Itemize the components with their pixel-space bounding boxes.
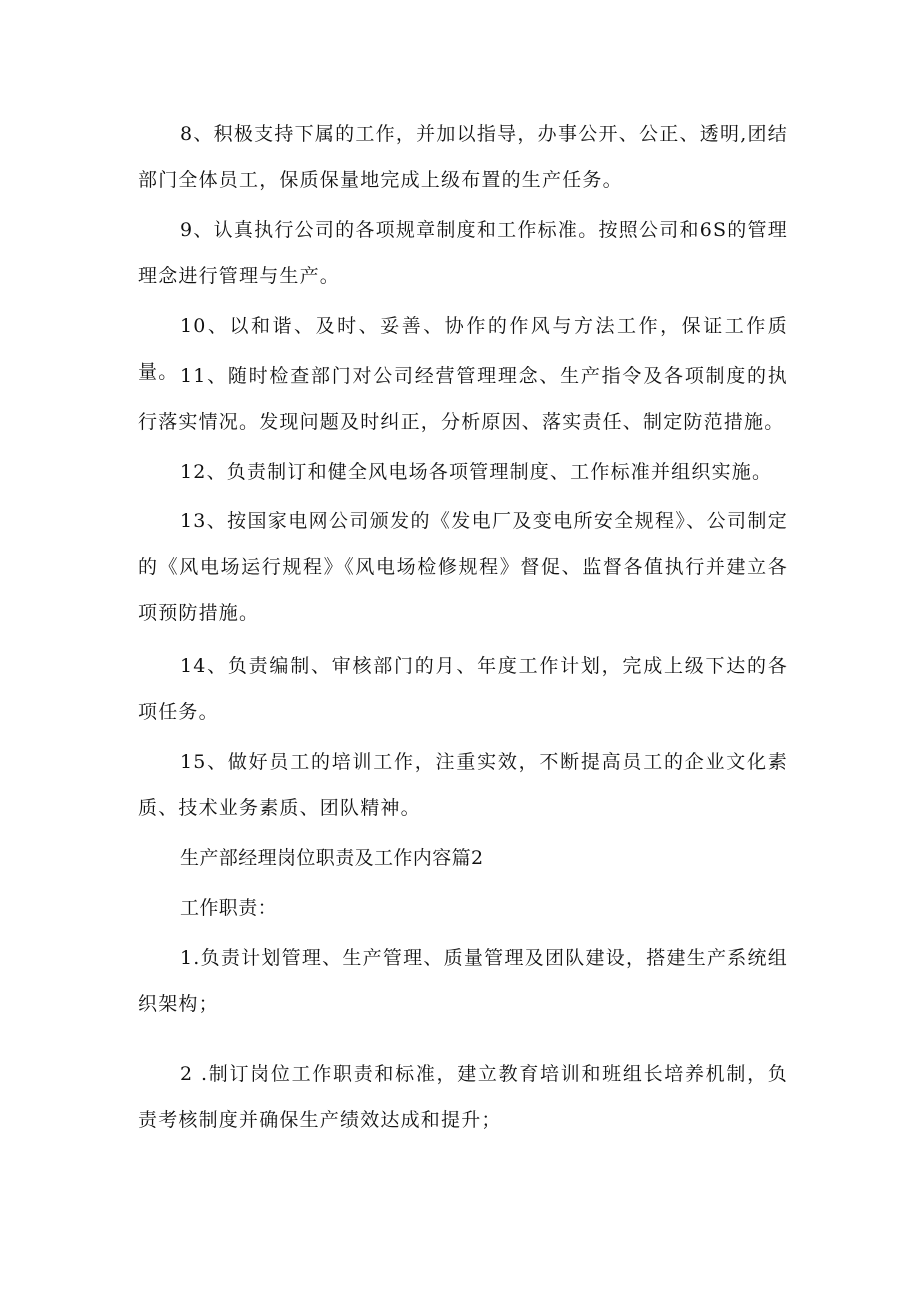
section-title: 生产部经理岗位职责及工作内容篇2 <box>180 847 484 869</box>
paragraph-9: 9、认真执行公司的各项规章制度和工作标准。按照公司和6S的管理理念进行管理与生产。 <box>138 219 788 287</box>
paragraph-8: 8、积极支持下属的工作，并加以指导，办事公开、公正、透明,团结部门全体员工，保质保量地完成上级布置的生产任务。 <box>138 123 788 191</box>
paragraph-10: 10、以和谐、及时、妥善、协作的作风与方法工作，保证工作质量。 <box>138 315 788 383</box>
duty-1: 1.负责计划管理、生产管理、质量管理及团队建设，搭建生产系统组织架构； <box>138 947 788 1015</box>
duty-2: 2 .制订岗位工作职责和标准，建立教育培训和班组长培养机制，负责考核制度并确保生产绩效达成和提升； <box>138 1063 788 1131</box>
paragraph-15: 15、做好员工的培训工作，注重实效，不断提高员工的企业文化素质、技术业务素质、团队精神。 <box>138 751 788 819</box>
subheading: 工作职责： <box>180 897 278 919</box>
paragraph-11: 11、随时检查部门对公司经营管理理念、生产指令及各项制度的执行落实情况。发现问题及时纠正，分析原因、落实责任、制定防范措施。 <box>138 365 788 433</box>
paragraph-13: 13、按国家电网公司颁发的《发电厂及变电所安全规程》、公司制定的《风电场运行规程》《风电场检修规程》督促、监督各值执行并建立各项预防措施。 <box>138 510 788 624</box>
paragraph-14: 14、负责编制、审核部门的月、年度工作计划，完成上级下达的各项任务。 <box>138 655 788 723</box>
paragraph-12: 12、负责制订和健全风电场各项管理制度、工作标准并组织实施。 <box>180 461 773 483</box>
